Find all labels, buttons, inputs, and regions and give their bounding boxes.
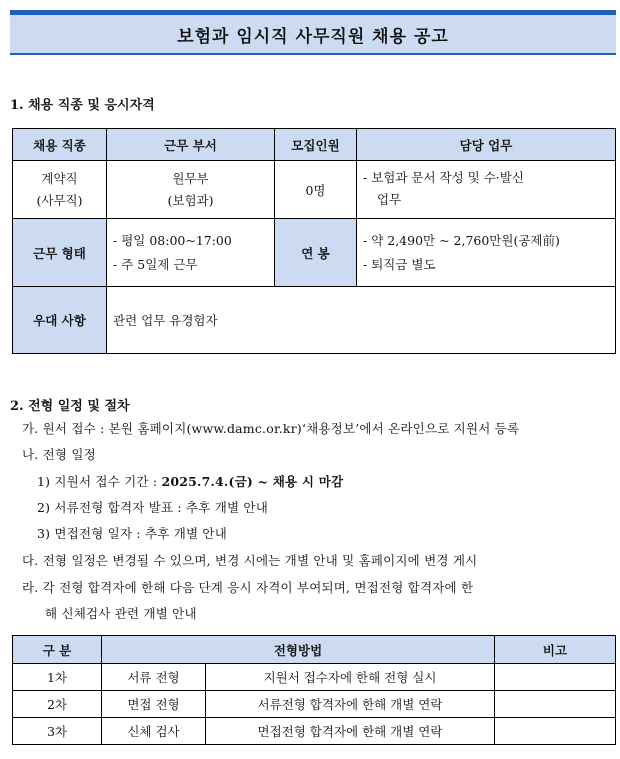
stage-cell: 1차	[13, 664, 102, 691]
note-cell	[495, 664, 616, 691]
step-b1	[37, 472, 343, 490]
duties-cell	[357, 161, 616, 219]
section1-heading: 1. 채용 직종 및 응시자격	[10, 98, 155, 113]
table-row	[13, 718, 616, 745]
step-b3: 3) 면접전형 일자 : 추후 개별 안내	[37, 526, 227, 541]
salary-line2: - 퇴직금 별도	[363, 256, 436, 272]
stage-cell: 3차	[13, 718, 102, 745]
duties-line1: - 보험과 문서 작성 및 수·발신	[363, 170, 524, 185]
step-a: 가. 원서 접수 : 본원 홈페이지(www.damc.or.kr)‘채용정보’에서 온라인으로 지원서 등록	[22, 421, 520, 436]
header-department: 근무 부서	[107, 129, 275, 161]
title-banner	[10, 10, 616, 55]
page-title: 보험과 임시직 사무직원 채용 공고	[10, 15, 616, 55]
salary-cell	[357, 219, 616, 287]
process-table	[12, 635, 616, 745]
step-c: 다. 전형 일정은 변경될 수 있으며, 변경 시에는 개별 안내 및 홈페이지에 변경 게시	[22, 553, 478, 568]
step-d-line1: 라. 각 전형 합격자에 한해 다음 단계 응시 자격이 부여되며, 면접전형 합격자에 한	[22, 580, 474, 595]
step-b1-label: 1) 지원서 접수 기간 :	[37, 474, 162, 489]
method-cell: 서류 전형	[102, 664, 206, 691]
header-note: 비고	[495, 636, 616, 664]
department-line2: (보험과)	[167, 192, 214, 208]
header-duties: 담당 업무	[357, 129, 616, 161]
step-b2: 2) 서류전형 합격자 발표 : 추후 개별 안내	[37, 500, 268, 515]
job-type-cell	[13, 161, 107, 219]
header-job-type: 채용 직종	[13, 129, 107, 161]
duties-line2: 업무	[377, 192, 402, 207]
header-stage: 구 분	[13, 636, 102, 664]
desc-cell: 지원서 접수자에 한해 전형 실시	[206, 664, 495, 691]
pref-value: 관련 업무 유경험자	[107, 287, 616, 354]
work-label: 근무 형태	[13, 219, 107, 287]
work-hours-cell	[107, 219, 275, 287]
method-cell: 신체 검사	[102, 718, 206, 745]
desc-cell: 면접전형 합격자에 한해 개별 연락	[206, 718, 495, 745]
table-row	[13, 691, 616, 718]
work-hours-line2: - 주 5일제 근무	[113, 256, 198, 272]
job-table	[12, 128, 616, 354]
pref-label: 우대 사항	[13, 287, 107, 354]
desc-cell: 서류전형 합격자에 한해 개별 연락	[206, 691, 495, 718]
step-b: 나. 전형 일정	[22, 447, 96, 462]
job-type-line1: 계약직	[41, 170, 78, 186]
note-cell	[495, 691, 616, 718]
stage-cell: 2차	[13, 691, 102, 718]
job-type-line2: (사무직)	[36, 192, 83, 208]
header-method: 전형방법	[102, 636, 495, 664]
header-headcount: 모집인원	[275, 129, 357, 161]
note-cell	[495, 718, 616, 745]
department-line1: 원무부	[172, 170, 209, 186]
method-cell: 면접 전형	[102, 691, 206, 718]
department-cell	[107, 161, 275, 219]
work-hours-line1: - 평일 08:00~17:00	[113, 232, 232, 248]
headcount-cell: 0명	[275, 161, 357, 219]
section2-heading: 2. 전형 일정 및 절차	[10, 399, 130, 414]
salary-label: 연 봉	[275, 219, 357, 287]
step-d-line2: 해 신체검사 관련 개별 안내	[45, 606, 197, 621]
salary-line1: - 약 2,490만 ~ 2,760만원(공제前)	[363, 232, 560, 248]
step-b1-period: 2025.7.4.(금) ~ 채용 시 마감	[161, 474, 344, 489]
table-row	[13, 664, 616, 691]
